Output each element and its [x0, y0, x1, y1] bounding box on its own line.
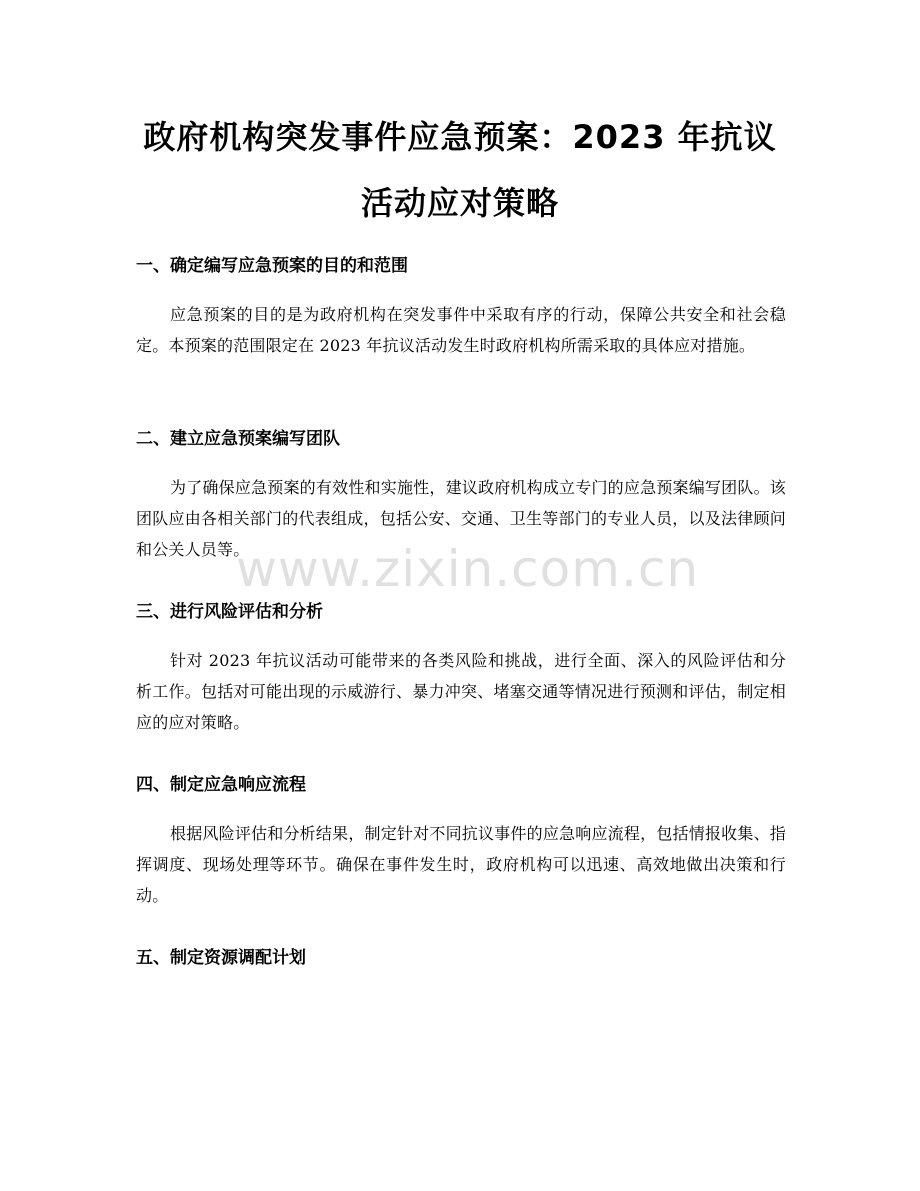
section-5: [136, 945, 786, 971]
section-heading: 二、建立应急预案编写团队: [136, 429, 340, 449]
section-heading: 五、制定资源调配计划: [136, 948, 306, 968]
section-1: [136, 253, 786, 361]
section-paragraph: 应急预案的目的是为政府机构在突发事件中采取有序的行动，保障公共安全和社会稳定。本预案的范围限定在 2023 年抗议活动发生时政府机构所需采取的具体应对措施。: [136, 305, 786, 355]
section-4: [136, 772, 786, 911]
section-paragraph: 为了确保应急预案的有效性和实施性，建议政府机构成立专门的应急预案编写团队。该团队应由各相关部门的代表组成，包括公安、交通、卫生等部门的专业人员，以及法律顾问和公关人员等。: [136, 478, 786, 559]
section-paragraph: 根据风险评估和分析结果，制定针对不同抗议事件的应急响应流程，包括情报收集、指挥调度、现场处理等环节。确保在事件发生时，政府机构可以迅速、高效地做出决策和行动。: [136, 824, 786, 905]
document-title: 政府机构突发事件应急预案：2023 年抗议活动应对策略: [143, 118, 777, 222]
watermark: www.zixin.com.cn: [236, 540, 700, 598]
section-heading: 三、进行风险评估和分析: [136, 602, 323, 622]
section-heading: 四、制定应急响应流程: [136, 775, 306, 795]
section-paragraph: 针对 2023 年抗议活动可能带来的各类风险和挑战，进行全面、深入的风险评估和分析工作。包括对可能出现的示威游行、暴力冲突、堵塞交通等情况进行预测和评估，制定相应的应对策略。: [136, 651, 786, 732]
section-heading: 一、确定编写应急预案的目的和范围: [136, 256, 408, 276]
section-3: [136, 599, 786, 738]
section-2: [136, 426, 786, 565]
